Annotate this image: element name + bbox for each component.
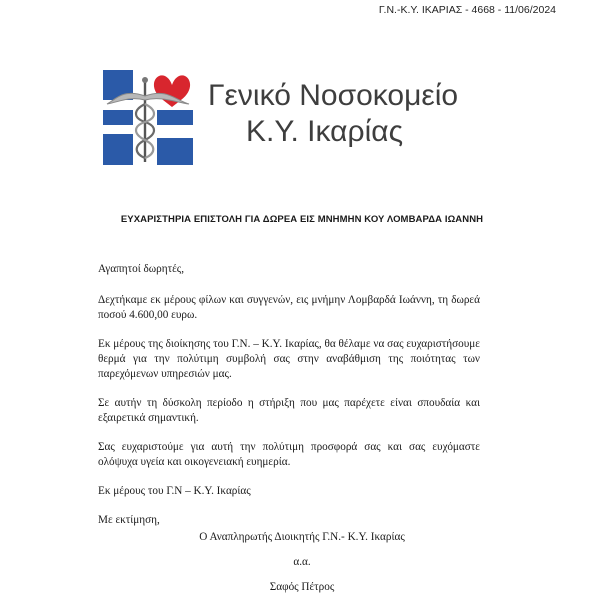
hospital-name-line1: Γενικό Νοσοκομείο <box>208 79 459 112</box>
on-behalf-line: Εκ μέρους του Γ.Ν – Κ.Υ. Ικαρίας <box>98 485 251 497</box>
paragraph: Σας ευχαριστούμε για αυτή την πολύτιμη προσφορά σας και σας ευχόμαστε ολόψυχα υγεία και οικογενειακή ευημερία. <box>98 441 480 468</box>
document-reference: Γ.Ν.-Κ.Υ. ΙΚΑΡΙΑΣ - 4668 - 11/06/2024 <box>378 4 556 16</box>
signatory-aa: α.α. <box>293 556 311 568</box>
signatory-name: Σαφός Πέτρος <box>269 581 335 593</box>
hospital-logo <box>103 70 193 165</box>
paragraph: Εκ μέρους της διοίκησης του Γ.Ν. – Κ.Υ. Ικαρίας, θα θέλαμε να σας ευχαριστήσουμε θερμά για την πολύτιμη συμβολή σας στην αναβάθμιση της ποιότητας των παρεχόμενων υπηρεσιών μας. <box>98 338 480 380</box>
hospital-name <box>208 78 468 150</box>
closing-line: Με εκτίμηση, <box>98 514 160 526</box>
paragraph: Δεχτήκαμε εκ μέρους φίλων και συγγενών, εις μνήμην Λομβαρδά Ιωάννη, τη δωρεά ποσού 4.600,00 ευρω. <box>98 294 480 321</box>
signatory-title: Ο Αναπληρωτής Διοικητής Γ.Ν.- Κ.Υ. Ικαρίας <box>199 531 405 543</box>
letter-body <box>98 262 480 542</box>
salutation: Αγαπητοί δωρητές, <box>98 263 184 275</box>
hospital-name-line2: Κ.Υ. Ικαρίας <box>246 115 404 148</box>
paragraph: Σε αυτήν τη δύσκολη περίοδο η στήριξη που μας παρέχετε είναι σπουδαία και εξαιρετικά σημαντική. <box>98 397 480 424</box>
letter-subject: ΕΥΧΑΡΙΣΤΗΡΙΑ ΕΠΙΣΤΟΛΗ ΓΙΑ ΔΩΡΕΑ ΕΙΣ ΜΝΗΜΗΝ ΚΟΥ ΛΟΜΒΑΡΔΑ ΙΩΑΝΝΗ <box>120 214 484 225</box>
